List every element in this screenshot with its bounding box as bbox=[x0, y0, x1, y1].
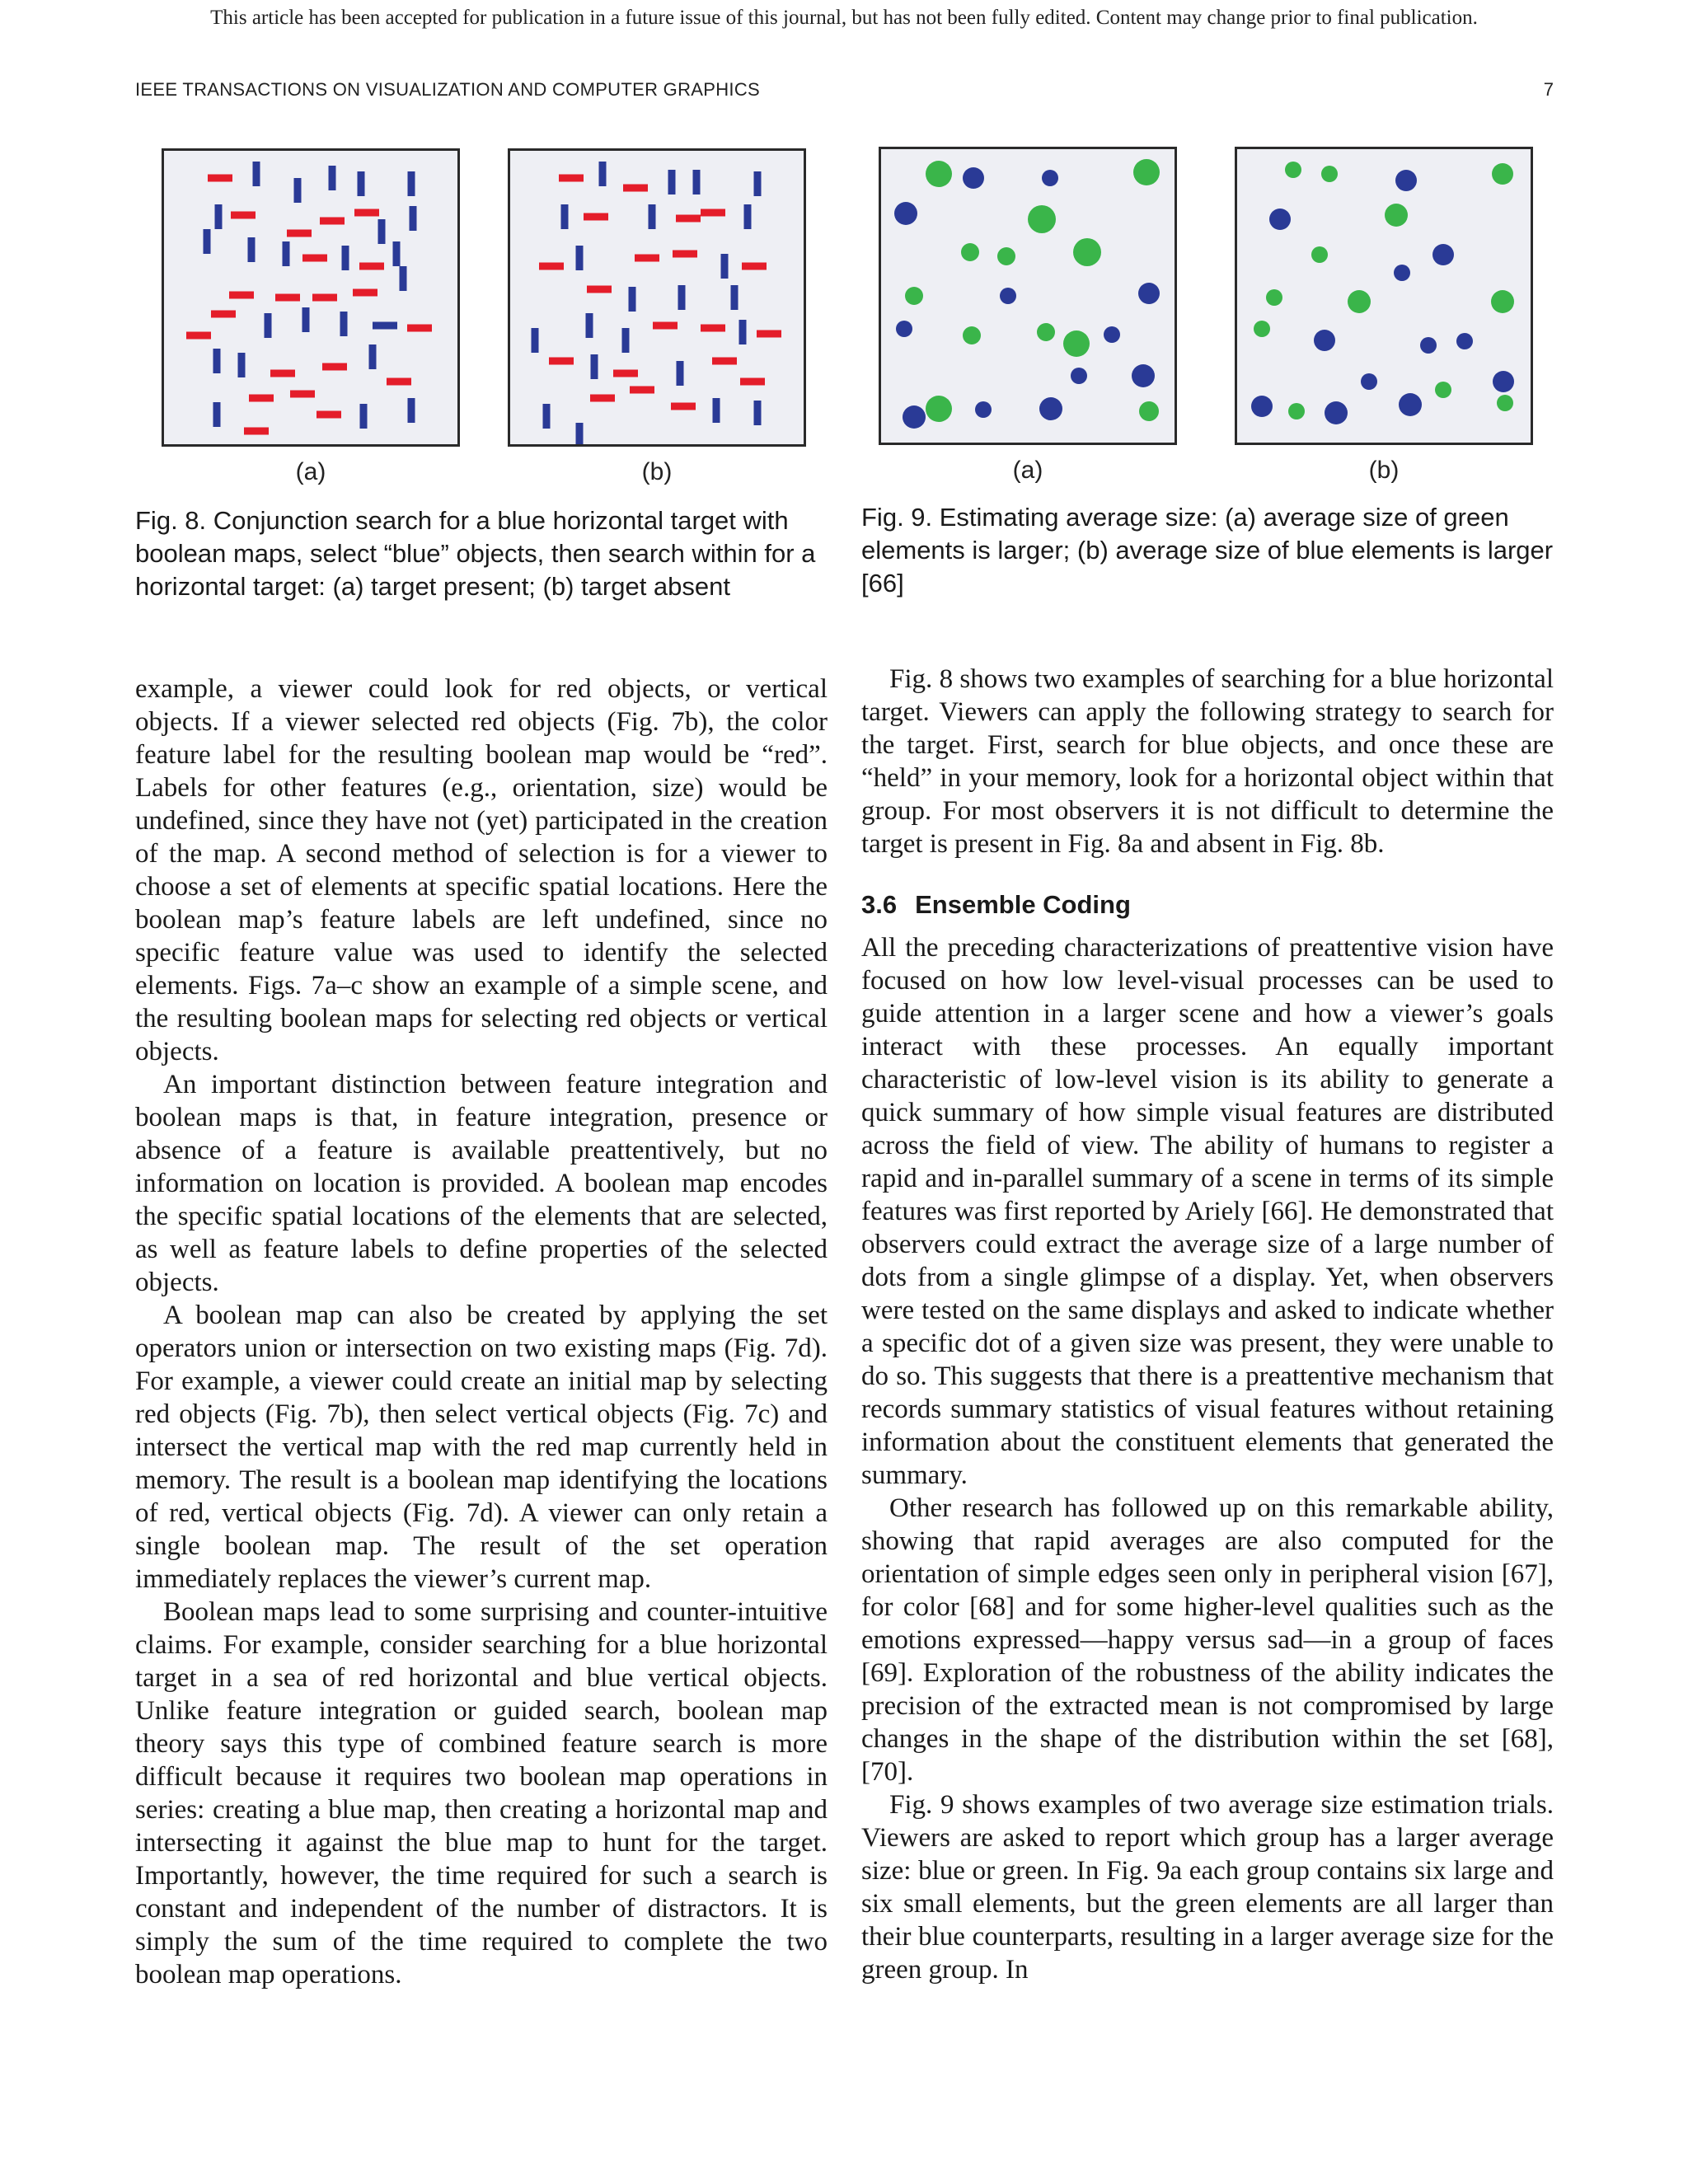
fig8b-label: (b) bbox=[641, 458, 673, 485]
green-dot bbox=[1385, 204, 1408, 227]
blue-vertical-bar bbox=[731, 285, 738, 310]
blue-dot bbox=[1394, 265, 1410, 281]
blue-vertical-bar bbox=[238, 353, 246, 377]
blue-vertical-bar bbox=[342, 246, 349, 270]
blue-vertical-bar bbox=[204, 229, 211, 254]
fig8a-label: (a) bbox=[295, 458, 326, 485]
red-horizontal-bar bbox=[270, 370, 295, 377]
left-column bbox=[135, 673, 828, 1991]
body-paragraph: example, a viewer could look for red objects, or vertical objects. If a viewer selected red objects (Fig. 7b), the color feature label for the resulting boolean map would be “red”. Labels for other features (e.g., orientation, size) would be undefined, since they have not (yet) participated in the creation of the map. A second method of selection is for a viewer to choose a set of elements at specific spatial locations. Here the boolean map’s feature labels are left undefined, since no specific feature value was used to identify the selected elements. Figs. 7a–c show an example of a simple scene, and the resulting boolean maps for selecting red objects or vertical objects. bbox=[135, 674, 828, 1066]
blue-dot bbox=[1138, 283, 1160, 304]
blue-vertical-bar bbox=[586, 313, 593, 338]
blue-vertical-bar bbox=[360, 404, 368, 429]
blue-vertical-bar bbox=[378, 219, 386, 244]
page-number: 7 bbox=[1543, 79, 1554, 100]
red-horizontal-bar bbox=[302, 255, 327, 262]
blue-vertical-bar bbox=[744, 204, 752, 229]
green-dot bbox=[1491, 290, 1514, 313]
blue-vertical-bar bbox=[213, 349, 221, 373]
blue-vertical-bar bbox=[340, 312, 348, 336]
blue-dot bbox=[1314, 330, 1335, 351]
blue-dot bbox=[1071, 368, 1087, 384]
blue-vertical-bar bbox=[213, 402, 221, 427]
blue-vertical-bar bbox=[408, 171, 415, 196]
red-horizontal-bar bbox=[320, 218, 345, 225]
blue-dot bbox=[1395, 170, 1417, 191]
red-horizontal-bar bbox=[387, 378, 411, 386]
red-horizontal-bar bbox=[742, 263, 767, 270]
blue-dot bbox=[1039, 397, 1062, 420]
blue-vertical-bar bbox=[543, 404, 551, 429]
blue-vertical-bar bbox=[754, 171, 762, 196]
section-number: 3.6 bbox=[861, 890, 898, 919]
blue-dot bbox=[1432, 244, 1454, 265]
blue-dot bbox=[1132, 364, 1155, 387]
blue-vertical-bar bbox=[294, 178, 302, 203]
fig9a-panel bbox=[879, 147, 1177, 445]
blue-vertical-bar bbox=[649, 204, 656, 229]
green-dot bbox=[1492, 163, 1513, 185]
section-title: Ensemble Coding bbox=[915, 890, 1131, 919]
red-horizontal-bar bbox=[316, 411, 341, 419]
body-paragraph: All the preceding characterizations of preattentive vision have focused on how low level-visual processes can be used to guide attention in a larger scene and how a viewer’s goals interact with these processes. An equally important characteristic of low-level vision is its ability to generate a quick summary of how simple visual features are distributed across the field of view. The ability of humans to register a rapid and in-parallel summary of a scene in terms of its simple features was first reported by Ariely [66]. He demonstrated that observers could extract the average size of a large number of dots from a single glimpse of a display. Yet, when observers were tested on the same displays and asked to indicate whether a specific dot of a given size was present, they were unable to do so. This suggests that there is a preattentive mechanism that records summary statistics of visual features without retaining information about the constituent elements that generated the summary. bbox=[861, 933, 1554, 1490]
blue-dot bbox=[975, 401, 992, 418]
green-dot bbox=[926, 161, 952, 187]
red-horizontal-bar bbox=[630, 387, 654, 394]
blue-vertical-bar bbox=[215, 204, 223, 229]
blue-vertical-bar bbox=[408, 398, 415, 423]
red-horizontal-bar bbox=[539, 263, 564, 270]
fig8a-bars bbox=[164, 151, 457, 444]
blue-vertical-bar bbox=[713, 398, 720, 423]
red-horizontal-bar bbox=[407, 325, 432, 332]
blue-vertical-bar bbox=[739, 320, 747, 344]
fig8-caption: Fig. 8. Conjunction search for a blue horizontal target with boolean maps, select “blue” objects, then search within for a horizontal target: (a) target present; (b) target absent bbox=[135, 506, 816, 601]
fig8b-bars bbox=[510, 151, 804, 444]
red-horizontal-bar bbox=[275, 294, 300, 302]
blue-vertical-bar bbox=[668, 170, 676, 194]
green-dot bbox=[963, 326, 981, 344]
fig9a-dots bbox=[881, 149, 1175, 443]
green-dot bbox=[1435, 382, 1451, 398]
blue-vertical-bar bbox=[410, 206, 417, 231]
blue-vertical-bar bbox=[622, 328, 630, 353]
blue-vertical-bar bbox=[629, 287, 636, 312]
red-horizontal-bar bbox=[244, 428, 269, 435]
green-dot bbox=[1037, 323, 1055, 341]
red-horizontal-bar bbox=[676, 215, 701, 223]
blue-dot bbox=[903, 405, 926, 429]
body-paragraph: A boolean map can also be created by applying the set operators union or intersection on two existing maps (Fig. 7d). For example, a viewer could create an initial map by selecting red objects (Fig. 7b), then select vertical objects (Fig. 7c) and intersect the vertical map with the red map currently held in memory. The result is a boolean map identifying the locations of red, vertical objects (Fig. 7d). A viewer can only retain a single boolean map. The result of the set operation immediately replaces the viewer’s current map. bbox=[135, 1301, 828, 1594]
red-horizontal-bar bbox=[712, 358, 737, 365]
red-horizontal-bar bbox=[211, 311, 236, 318]
red-horizontal-bar bbox=[671, 403, 696, 410]
blue-vertical-bar bbox=[393, 241, 401, 266]
red-horizontal-bar bbox=[701, 209, 725, 217]
green-dot bbox=[1028, 205, 1056, 233]
blue-vertical-bar bbox=[532, 328, 539, 353]
green-dot bbox=[997, 247, 1015, 265]
blue-dot bbox=[1251, 396, 1273, 417]
blue-vertical-bar bbox=[599, 162, 607, 186]
green-dot bbox=[1497, 395, 1513, 411]
blue-dot bbox=[1042, 170, 1058, 186]
red-horizontal-bar bbox=[587, 286, 612, 293]
red-horizontal-bar bbox=[353, 289, 377, 297]
blue-vertical-bar bbox=[329, 166, 336, 190]
red-horizontal-bar bbox=[635, 255, 659, 262]
journal-title: IEEE TRANSACTIONS ON VISUALIZATION AND COMPUTER GRAPHICS bbox=[135, 79, 760, 100]
red-horizontal-bar bbox=[186, 332, 211, 340]
blue-vertical-bar bbox=[591, 354, 598, 379]
green-dot bbox=[1266, 289, 1282, 306]
blue-dot bbox=[1361, 373, 1377, 390]
blue-dot bbox=[1493, 371, 1514, 392]
blue-dot bbox=[1104, 326, 1120, 343]
red-horizontal-bar bbox=[757, 330, 781, 338]
red-horizontal-bar bbox=[623, 185, 648, 192]
red-horizontal-bar bbox=[231, 212, 256, 219]
red-horizontal-bar bbox=[208, 175, 232, 182]
red-horizontal-bar bbox=[249, 395, 274, 402]
green-dot bbox=[1063, 330, 1090, 357]
green-dot bbox=[905, 287, 923, 305]
blue-vertical-bar bbox=[693, 170, 701, 194]
body-paragraph: Fig. 9 shows examples of two average size estimation trials. Viewers are asked to report which group has a larger average size: blue or green. In Fig. 9a each group contains six large and six small elements, but the green elements are all larger than their blue counterparts, resulting in a larger average size for the green group. In bbox=[861, 1790, 1554, 1985]
body-paragraph: Other research has followed up on this remarkable ability, showing that rapid averages are also computed for the orientation of simple edges seen only in peripheral vision [67], for color [68] and for some higher-level qualities such as the emotions expressed—happy versus sad—in a group of faces [69]. Exploration of the robustness of the ability indicates the precision of the extracted mean is not compromised by large changes in the shape of the distribution within the set [68], [70]. bbox=[861, 1493, 1554, 1787]
red-horizontal-bar bbox=[229, 292, 254, 299]
red-horizontal-bar bbox=[322, 363, 347, 371]
fig9a-label: (a) bbox=[1012, 457, 1043, 484]
publication-notice: This article has been accepted for publication in a future issue of this journal, but has not been fully edited. Content may change prior to final publication. bbox=[210, 7, 1478, 29]
blue-vertical-bar bbox=[678, 285, 686, 310]
blue-horizontal-bar bbox=[373, 322, 397, 330]
red-horizontal-bar bbox=[613, 370, 638, 377]
green-dot bbox=[1311, 246, 1328, 263]
red-horizontal-bar bbox=[312, 294, 337, 302]
blue-dot bbox=[1399, 393, 1422, 416]
fig9b-panel bbox=[1235, 147, 1533, 445]
blue-vertical-bar bbox=[369, 344, 377, 369]
green-dot bbox=[961, 243, 979, 261]
red-horizontal-bar bbox=[354, 209, 379, 217]
blue-dot bbox=[1269, 209, 1291, 230]
blue-vertical-bar bbox=[576, 423, 584, 444]
blue-vertical-bar bbox=[253, 162, 260, 186]
fig8a-panel bbox=[162, 148, 460, 447]
green-dot bbox=[1133, 159, 1160, 185]
blue-vertical-bar bbox=[400, 266, 407, 291]
blue-vertical-bar bbox=[358, 171, 365, 196]
blue-dot bbox=[1325, 401, 1348, 424]
section-heading bbox=[861, 888, 1554, 921]
fig9b-dots bbox=[1237, 149, 1531, 443]
right-column bbox=[861, 663, 1554, 1986]
green-dot bbox=[1288, 403, 1305, 419]
blue-dot bbox=[896, 321, 912, 337]
fig9-caption: Fig. 9. Estimating average size: (a) average size of green elements is larger; (b) average size of blue elements is larger [66] bbox=[861, 503, 1554, 598]
green-dot bbox=[1254, 321, 1270, 337]
body-paragraph: Fig. 8 shows two examples of searching for a blue horizontal target. Viewers can apply the following strategy to search for the target. First, search for blue objects, and once these are “held” in your memory, look for a horizontal object within that group. For most observers it is not difficult to determine the target is present in Fig. 8a and absent in Fig. 8b. bbox=[861, 664, 1554, 859]
red-horizontal-bar bbox=[287, 230, 312, 237]
green-dot bbox=[1321, 166, 1338, 182]
red-horizontal-bar bbox=[740, 378, 765, 386]
blue-dot bbox=[963, 167, 984, 189]
blue-dot bbox=[1420, 337, 1437, 354]
green-dot bbox=[926, 396, 952, 422]
red-horizontal-bar bbox=[584, 213, 608, 221]
blue-vertical-bar bbox=[561, 204, 569, 229]
green-dot bbox=[1139, 401, 1159, 421]
green-dot bbox=[1348, 290, 1371, 313]
red-horizontal-bar bbox=[559, 175, 584, 182]
blue-vertical-bar bbox=[265, 313, 272, 338]
blue-dot bbox=[1456, 333, 1473, 349]
blue-vertical-bar bbox=[754, 401, 762, 425]
red-horizontal-bar bbox=[290, 391, 315, 398]
blue-dot bbox=[894, 202, 917, 225]
blue-vertical-bar bbox=[677, 361, 684, 386]
blue-vertical-bar bbox=[283, 241, 290, 266]
blue-vertical-bar bbox=[721, 254, 729, 279]
red-horizontal-bar bbox=[673, 251, 697, 258]
red-horizontal-bar bbox=[653, 322, 678, 330]
body-paragraph: Boolean maps lead to some surprising and counter-intuitive claims. For example, consider searching for a blue horizontal target in a sea of red horizontal and blue vertical objects. Unlike feature integration or guided search, boolean map theory says this type of combined feature search is more difficult because it requires two boolean map operations in series: creating a blue map, then creating a horizontal map and intersecting it against the blue map to hunt for the target. Importantly, however, the time required for such a search is constant and independent of the number of distractors. It is simply the sum of the time required to complete the two boolean map operations. bbox=[135, 1597, 828, 1990]
blue-vertical-bar bbox=[576, 246, 584, 270]
body-paragraph: An important distinction between feature integration and boolean maps is that, in feature integration, presence or absence of a feature is available preattentively, but no information on location is provided. A boolean map encodes the specific spatial locations of the elements that are selected, as well as feature labels to define properties of the selected objects. bbox=[135, 1070, 828, 1297]
red-horizontal-bar bbox=[549, 358, 574, 365]
red-horizontal-bar bbox=[590, 395, 615, 402]
red-horizontal-bar bbox=[701, 325, 725, 332]
green-dot bbox=[1285, 162, 1301, 178]
red-horizontal-bar bbox=[359, 263, 384, 270]
fig9b-label: (b) bbox=[1368, 457, 1400, 484]
green-dot bbox=[1073, 238, 1101, 266]
blue-dot bbox=[1000, 288, 1016, 304]
blue-vertical-bar bbox=[248, 237, 256, 262]
fig8b-panel bbox=[508, 148, 806, 447]
blue-vertical-bar bbox=[302, 307, 310, 332]
